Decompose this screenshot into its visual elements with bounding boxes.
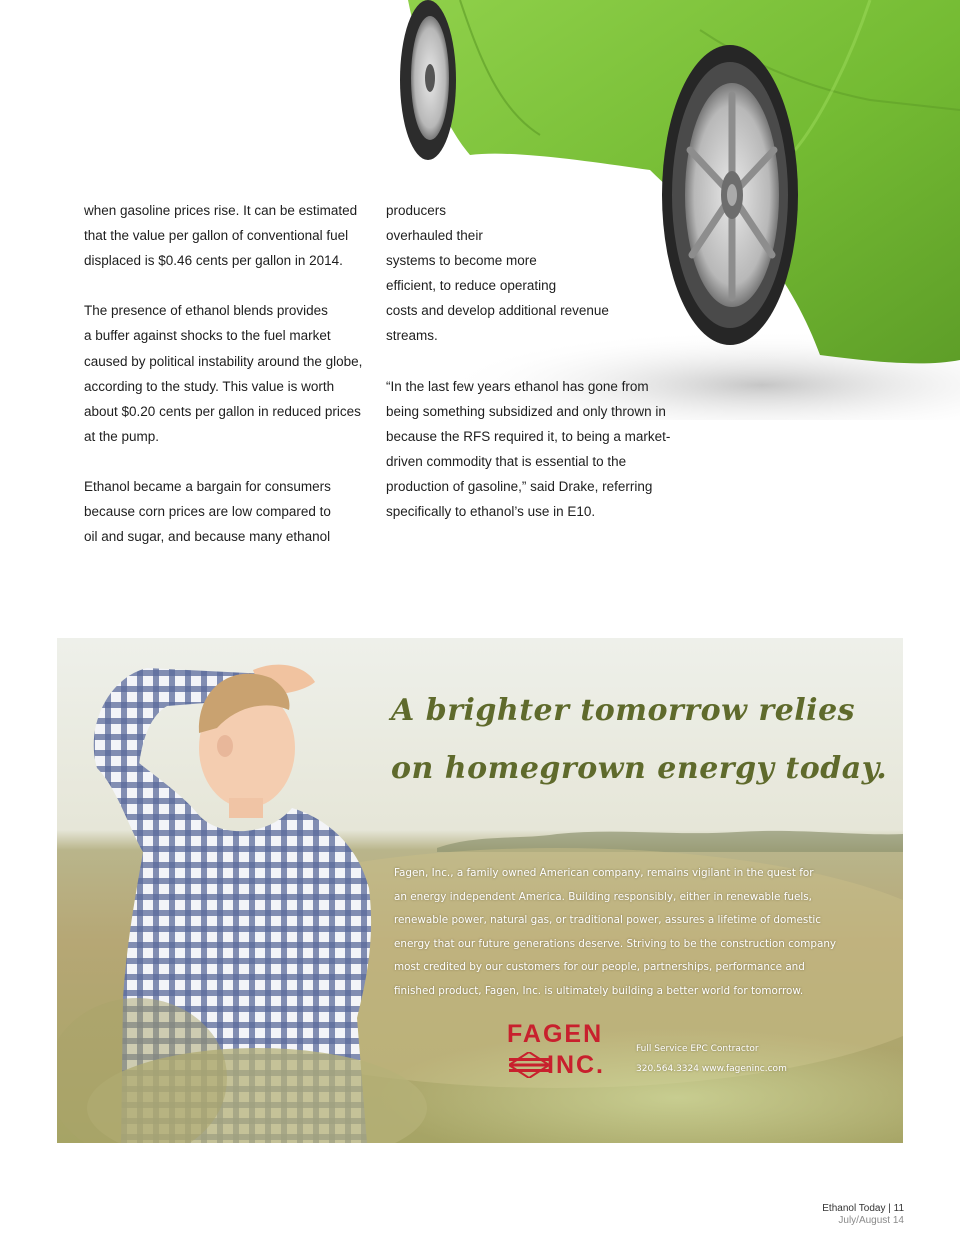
body-line: finished product, Fagen, Inc. is ultimately building a better world for tomorrow. — [394, 984, 804, 997]
text-line: when gasoline prices rise. It can be estimated — [84, 203, 358, 218]
text-line: systems to become more — [386, 253, 537, 269]
text-line: a buffer against shocks to the fuel market — [84, 328, 331, 344]
text-line: being something subsidized and only thrown in — [386, 403, 666, 419]
text-line: producers — [386, 203, 447, 218]
text-line: overhauled their — [386, 228, 483, 244]
issue-date: July/August 14 — [838, 1215, 904, 1226]
text-line: displaced is $0.46 cents per gallon in 2014. — [84, 253, 343, 269]
text-line: about $0.20 cents per gallon in reduced prices — [84, 403, 361, 419]
body-line: Fagen, Inc., a family owned American company, remains vigilant in the quest for — [394, 867, 814, 879]
body-line: an energy independent America. Building responsibly, either in renewable fuels, — [394, 890, 812, 903]
text-line: Ethanol became a bargain for consumers — [84, 479, 331, 495]
headline-line: on homegrown energy today. — [391, 751, 888, 786]
text-line: because corn prices are low compared to — [84, 504, 331, 520]
paragraph — [84, 298, 364, 449]
text-line: that the value per gallon of conventional fuel — [84, 228, 349, 244]
text-line: streams. — [386, 328, 438, 344]
text-line: caused by political instability around the globe, — [84, 353, 363, 369]
paragraph — [84, 474, 364, 549]
text-line: efficient, to reduce operating — [386, 278, 557, 294]
ad-contact-info — [636, 1039, 787, 1079]
text-line: “In the last few years ethanol has gone from — [386, 378, 649, 394]
paragraph — [386, 198, 676, 349]
body-line: most credited by our customers for our people, partnerships, performance and — [394, 961, 805, 974]
ad-tagline: Full Service EPC Contractor — [636, 1044, 759, 1054]
magazine-page-number: Ethanol Today | 11 — [822, 1203, 904, 1214]
fagen-advertisement — [57, 638, 903, 1143]
text-line: production of gasoline,” said Drake, referring — [386, 479, 653, 495]
article-column-right — [386, 198, 676, 549]
text-line: costs and develop additional revenue — [386, 303, 609, 319]
body-line: renewable power, natural gas, or traditional power, assures a lifetime of domestic — [394, 914, 821, 927]
fagen-logo — [507, 1022, 632, 1082]
text-line: specifically to ethanol’s use in E10. — [386, 504, 596, 520]
fagen-emblem-icon — [509, 1052, 549, 1078]
text-line: at the pump. — [84, 428, 160, 444]
text-line: driven commodity that is essential to the — [386, 453, 627, 469]
logo-word-inc: INC. — [547, 1051, 605, 1079]
text-line: The presence of ethanol blends provides — [84, 303, 328, 319]
text-line: according to the study. This value is worth — [84, 378, 335, 394]
logo-word-fagen: FAGEN — [507, 1020, 604, 1048]
page-footer — [822, 1203, 904, 1227]
body-line: energy that our future generations deserve. Striving to be the construction company — [394, 937, 837, 950]
ad-headline — [391, 682, 888, 798]
text-line: because the RFS required it, to being a market- — [386, 428, 671, 444]
paragraph — [84, 198, 364, 273]
ad-body-text — [394, 862, 864, 1004]
ad-phone-website: 320.564.3324 www.fageninc.com — [636, 1064, 787, 1074]
article-column-left — [84, 198, 364, 574]
text-line: oil and sugar, and because many ethanol — [84, 529, 331, 545]
paragraph — [386, 374, 676, 525]
headline-line: A brighter tomorrow relies — [391, 693, 856, 728]
